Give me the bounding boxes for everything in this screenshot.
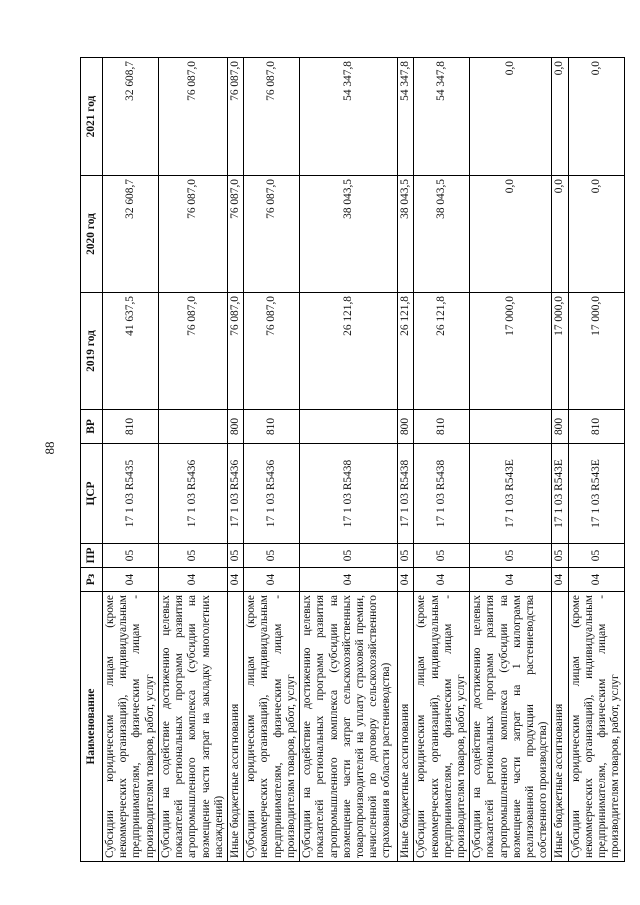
- table-row: [552, 58, 568, 862]
- table-row: [398, 58, 414, 862]
- cell-rz: 04: [398, 568, 414, 592]
- cell-vr: [300, 410, 398, 444]
- cell-vr: [470, 410, 552, 444]
- cell-2020: 38 043,5: [398, 176, 414, 293]
- cell-2020: 32 608,7: [103, 176, 159, 293]
- cell-csr: 17 1 03 R543E: [568, 444, 624, 544]
- cell-vr: 800: [227, 410, 243, 444]
- cell-pr: 05: [300, 544, 398, 568]
- cell-pr: 05: [414, 544, 470, 568]
- cell-2021: 0,0: [568, 58, 624, 176]
- cell-2019: 26 121,8: [300, 293, 398, 410]
- header-pr: ПР: [81, 544, 103, 568]
- cell-csr: 17 1 03 R5438: [398, 444, 414, 544]
- cell-2019: 17 000,0: [470, 293, 552, 410]
- page-number: 88: [42, 441, 57, 455]
- cell-csr: 17 1 03 R5438: [300, 444, 398, 544]
- cell-2019: 17 000,0: [552, 293, 568, 410]
- cell-pr: 05: [227, 544, 243, 568]
- cell-rz: 04: [414, 568, 470, 592]
- cell-csr: 17 1 03 R543E: [552, 444, 568, 544]
- cell-2021: 0,0: [470, 58, 552, 176]
- cell-pr: 05: [158, 544, 227, 568]
- header-2021: 2021 год: [81, 58, 103, 176]
- cell-name: Субсидии юридическим лицам (кроме некоммерческих организаций), индивидуальным предпринимателям, физическим лицам - производителям товаров, работ, услуг: [414, 592, 470, 862]
- rotated-table-container: [80, 58, 622, 862]
- cell-rz: 04: [158, 568, 227, 592]
- cell-2020: 0,0: [568, 176, 624, 293]
- cell-name: Субсидии юридическим лицам (кроме некоммерческих организаций), индивидуальным предпринимателям, физическим лицам - производителям товаров, работ, услуг: [103, 592, 159, 862]
- table-row: [244, 58, 300, 862]
- cell-name: Иные бюджетные ассигнования: [398, 592, 414, 862]
- cell-rz: 04: [227, 568, 243, 592]
- cell-2019: 26 121,8: [398, 293, 414, 410]
- cell-2020: 76 087,0: [227, 176, 243, 293]
- cell-2020: 38 043,5: [414, 176, 470, 293]
- cell-csr: 17 1 03 R5436: [244, 444, 300, 544]
- cell-rz: 04: [552, 568, 568, 592]
- cell-2020: 76 087,0: [244, 176, 300, 293]
- table-row: [227, 58, 243, 862]
- cell-rz: 04: [244, 568, 300, 592]
- cell-rz: 04: [470, 568, 552, 592]
- table-row: [470, 58, 552, 862]
- cell-2021: 32 608,7: [103, 58, 159, 176]
- cell-csr: 17 1 03 R5438: [414, 444, 470, 544]
- cell-vr: 810: [414, 410, 470, 444]
- header-vr: ВР: [81, 410, 103, 444]
- cell-2021: 76 087,0: [227, 58, 243, 176]
- budget-table: [80, 57, 625, 862]
- cell-2019: 26 121,8: [414, 293, 470, 410]
- cell-csr: 17 1 03 R543E: [470, 444, 552, 544]
- cell-name: Субсидии юридическим лицам (кроме некоммерческих организаций), индивидуальным предпринимателям, физическим лицам - производителям товаров, работ, услуг: [568, 592, 624, 862]
- cell-rz: 04: [300, 568, 398, 592]
- cell-pr: 05: [470, 544, 552, 568]
- cell-2021: 54 347,8: [300, 58, 398, 176]
- cell-rz: 04: [103, 568, 159, 592]
- cell-2021: 54 347,8: [414, 58, 470, 176]
- cell-rz: 04: [568, 568, 624, 592]
- cell-2019: 76 087,0: [227, 293, 243, 410]
- table-row: [103, 58, 159, 862]
- cell-2019: 76 087,0: [158, 293, 227, 410]
- table-row: [300, 58, 398, 862]
- cell-2021: 0,0: [552, 58, 568, 176]
- table-header-row: [81, 58, 103, 862]
- cell-pr: 05: [398, 544, 414, 568]
- cell-csr: 17 1 03 R5436: [227, 444, 243, 544]
- cell-2021: 76 087,0: [158, 58, 227, 176]
- cell-name: Субсидии юридическим лицам (кроме некоммерческих организаций), индивидуальным предпринимателям, физическим лицам - производителям товаров, работ, услуг: [244, 592, 300, 862]
- cell-vr: 810: [568, 410, 624, 444]
- cell-2021: 76 087,0: [244, 58, 300, 176]
- table-row: [158, 58, 227, 862]
- header-2019: 2019 год: [81, 293, 103, 410]
- header-name: Наименование: [81, 592, 103, 862]
- cell-pr: 05: [244, 544, 300, 568]
- table-row: [568, 58, 624, 862]
- cell-2021: 54 347,8: [398, 58, 414, 176]
- cell-2020: 76 087,0: [158, 176, 227, 293]
- cell-csr: 17 1 03 R5435: [103, 444, 159, 544]
- header-rz: Рз: [81, 568, 103, 592]
- cell-2019: 76 087,0: [244, 293, 300, 410]
- cell-2019: 17 000,0: [568, 293, 624, 410]
- cell-pr: 05: [552, 544, 568, 568]
- cell-vr: 800: [552, 410, 568, 444]
- cell-csr: 17 1 03 R5436: [158, 444, 227, 544]
- cell-pr: 05: [568, 544, 624, 568]
- cell-name: Иные бюджетные ассигнования: [552, 592, 568, 862]
- cell-name: Субсидии на содействие достижению целевых показателей региональных программ развития агропромышленного комплекса (субсидии на возмещение части затрат сельскохозяйственных товаропроизводителей на уплату страховой премии, начисленной по договору сельскохозяйственного страхования в области растениеводства): [300, 592, 398, 862]
- cell-vr: 800: [398, 410, 414, 444]
- cell-vr: 810: [103, 410, 159, 444]
- header-csr: ЦСР: [81, 444, 103, 544]
- cell-2020: 38 043,5: [300, 176, 398, 293]
- cell-2020: 0,0: [552, 176, 568, 293]
- header-2020: 2020 год: [81, 176, 103, 293]
- cell-pr: 05: [103, 544, 159, 568]
- cell-2020: 0,0: [470, 176, 552, 293]
- cell-2019: 41 637,5: [103, 293, 159, 410]
- cell-name: Субсидии на содействие достижению целевых показателей региональных программ развития агропромышленного комплекса (субсидии на возмещение части затрат на 1 килограмм реализованной продукции растениеводства собственного производства): [470, 592, 552, 862]
- cell-vr: 810: [244, 410, 300, 444]
- table-row: [414, 58, 470, 862]
- cell-vr: [158, 410, 227, 444]
- cell-name: Иные бюджетные ассигнования: [227, 592, 243, 862]
- cell-name: Субсидии на содействие достижению целевых показателей региональных программ развития агропромышленного комплекса (субсидии на возмещение части затрат на закладку многолетних насаждений): [158, 592, 227, 862]
